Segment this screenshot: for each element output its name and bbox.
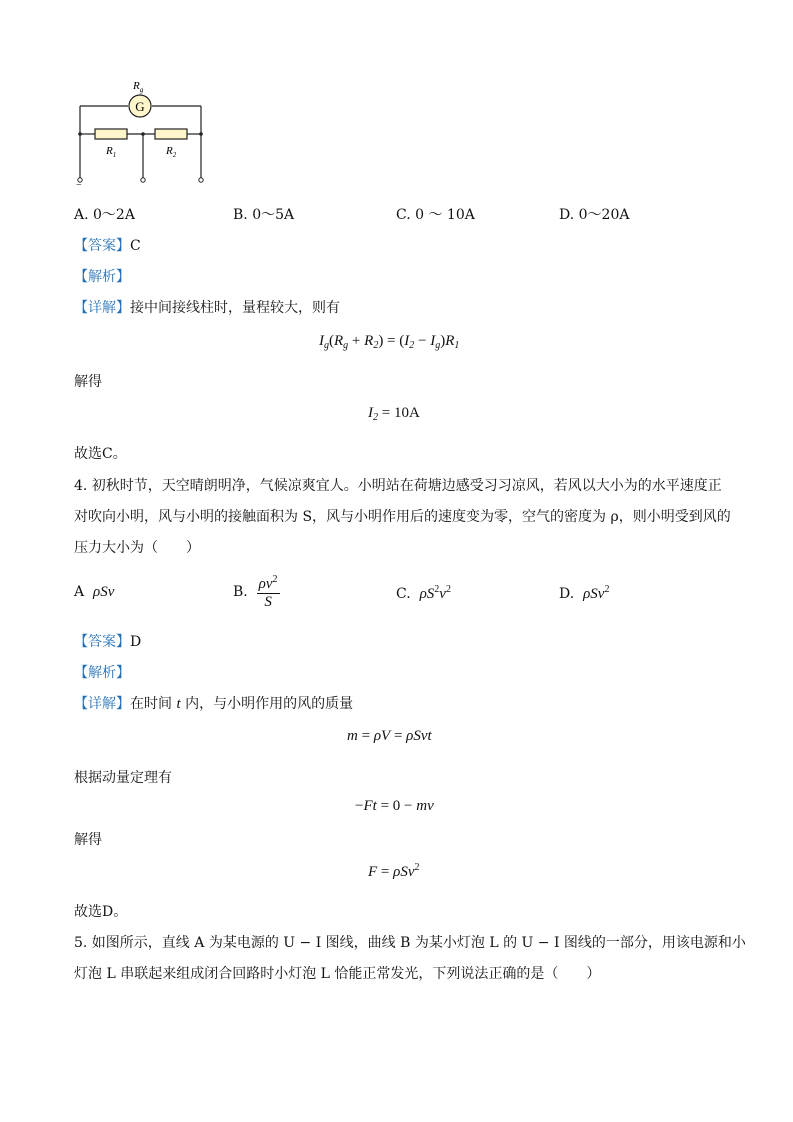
q4-answer: 【答案】D <box>74 634 142 650</box>
q4-solve: 解得 <box>74 832 102 848</box>
r2-label: $R_2$ <box>166 145 177 159</box>
q4-stem-line-2: 对吹向小明，风与小明的接触面积为 S，风与小明作用后的速度变为零，空气的密度为 ρ，则小明受到风的 <box>74 509 731 525</box>
q4-option-d: D. ρSv$^2$ <box>559 584 610 602</box>
q3-answer: 【答案】C <box>74 238 141 254</box>
resistor-r1 <box>95 129 127 139</box>
q4-stem-line-3: 压力大小为（ ） <box>74 540 200 556</box>
q3-analysis: 【解析】 <box>74 269 130 285</box>
q3-solve: 解得 <box>74 374 102 390</box>
q5-stem-line-1: 5. 如图所示，直线 A 为某电源的 U − I 图线，曲线 B 为某小灯泡 L 的 U − I 图线的一部分，用该电源和小 <box>74 935 746 951</box>
q3-equation-1: $I_g(R_g + R_2) = (I_2 - I_g)R_1$ <box>319 333 460 351</box>
q4-detail: 【详解】在时间 t 内，与小明作用的风的质量 <box>74 696 354 712</box>
q3-option-c: C. 0 ～ 10A <box>396 207 475 223</box>
q4-theorem: 根据动量定理有 <box>74 770 172 786</box>
q5-stem-line-2: 灯泡 L 串联起来组成闭合回路时小灯泡 L 恰能正常发光，下列说法正确的是（ ） <box>74 966 601 982</box>
r1-label: $R_1$ <box>106 145 117 159</box>
terminal-right <box>199 178 203 182</box>
q4-option-b: B. $\frac{\rho v^2}{S}$ <box>233 574 278 610</box>
q3-option-b: B. 0～5A <box>233 207 295 223</box>
q3-option-d: D. 0～20A <box>559 207 630 223</box>
rg-label: $R_g$ <box>133 80 144 94</box>
q3-option-a: A. 0～2A <box>74 207 135 223</box>
q4-analysis: 【解析】 <box>74 665 130 681</box>
circuit-diagram <box>70 78 215 188</box>
q4-equation-1: m = ρV = ρSvt <box>347 728 432 744</box>
terminal-middle <box>141 178 145 182</box>
q4-stem-line-1: 4. 初秋时节，天空晴朗明净，气候凉爽宜人。小明站在荷塘边感受习习凉风，若风以大小为的水平速度正 <box>74 478 722 494</box>
q4-equation-2: −Ft = 0 − mv <box>355 798 434 814</box>
q3-equation-2: $I_2 = 10A$ <box>368 405 420 423</box>
q3-conclusion: 故选C。 <box>74 446 127 462</box>
minus-label: − <box>76 180 82 188</box>
resistor-r2 <box>155 129 187 139</box>
q4-conclusion: 故选D。 <box>74 904 128 920</box>
q4-equation-3: F = ρSv$^2$ <box>368 862 420 880</box>
q3-detail: 【详解】接中间接线柱时，量程较大，则有 <box>74 300 340 316</box>
q4-option-c: C. $\rho S^2v^2$ <box>396 584 451 602</box>
galvanometer-label: G <box>135 99 145 114</box>
q4-option-a: A ρSv <box>74 584 115 600</box>
